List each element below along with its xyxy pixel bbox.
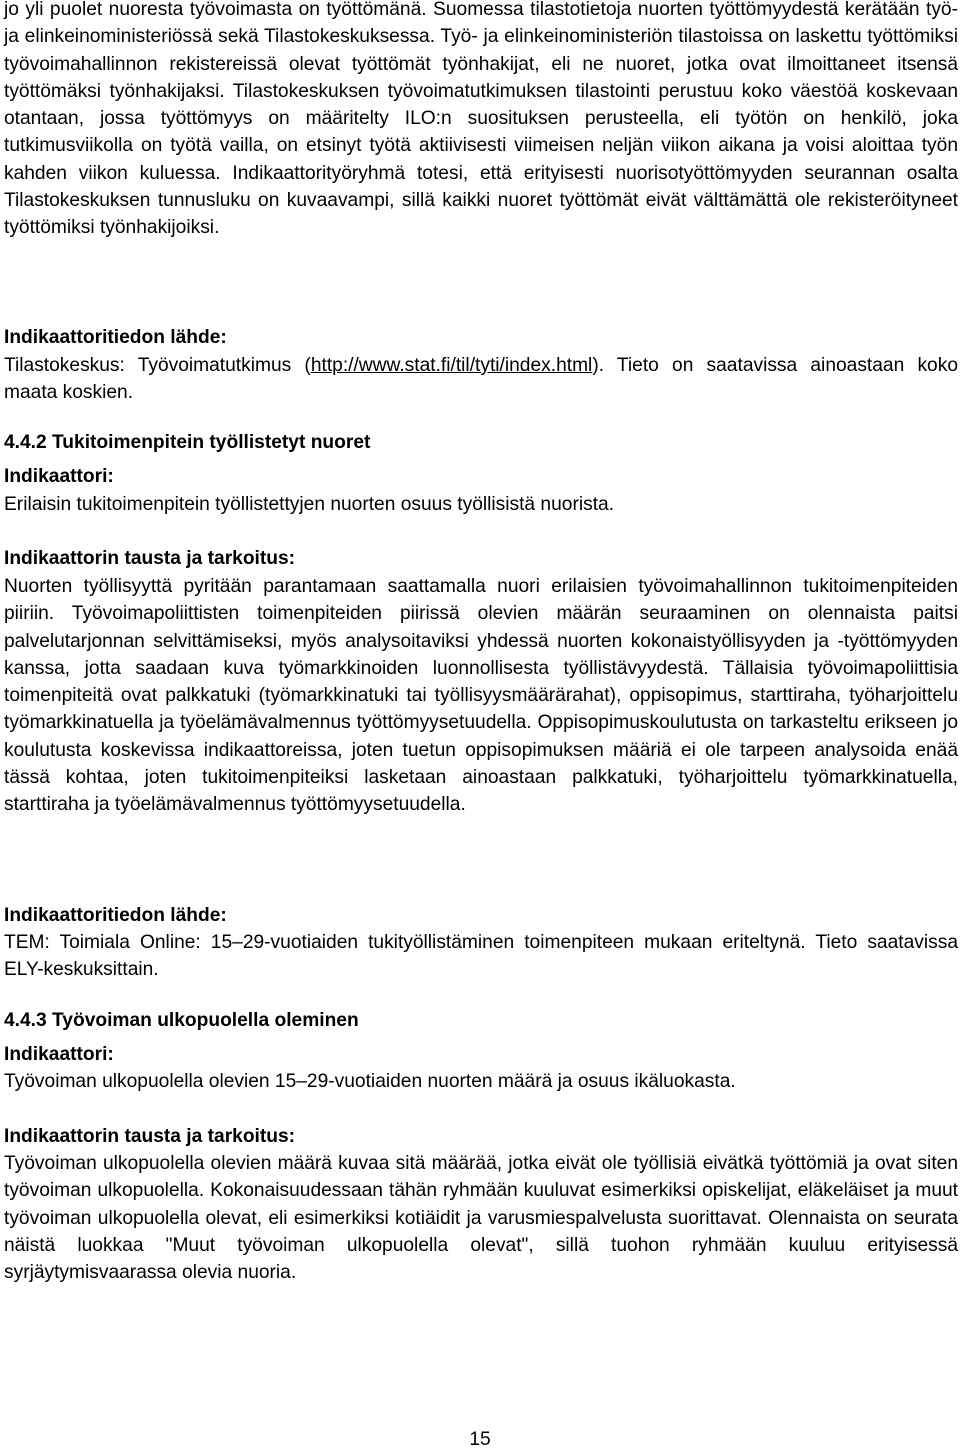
source-label-1: Indikaattoritiedon lähde: [4, 327, 227, 348]
indicator-text-442: Erilaisin tukitoimenpitein työllistettyjen nuorten osuus työllisistä nuorista. [4, 494, 615, 515]
section-heading-442: 4.4.2 Tukitoimenpitein työllistetyt nuoret [4, 432, 371, 453]
stat-fi-link[interactable]: http://www.stat.fi/til/tyti/index.html [310, 355, 593, 376]
source-label-442: Indikaattoritiedon lähde: [4, 905, 227, 926]
source-text-1-before: Tilastokeskus: Työvoimatutkimus ( [4, 355, 311, 376]
indicator-label-443: Indikaattori: [4, 1044, 114, 1065]
source-text-1-after: ). Tieto on saatavissa ainoastaan koko maata koskien. [4, 355, 958, 404]
background-label-442: Indikaattorin tausta ja tarkoitus: [4, 548, 296, 569]
page-number: 15 [469, 1429, 491, 1450]
source-text-1 [4, 352, 958, 407]
background-label-443: Indikaattorin tausta ja tarkoitus: [4, 1126, 296, 1147]
background-text-442: Nuorten työllisyyttä pyritään parantamaan saattamalla nuori erilaisien työvoimahallinnon tukitoimenpiteiden piiriin. Työvoimapoliittisten toimenpiteiden piirissä olevien määrän seuraaminen on olennaista paitsi palvelutarjonnan selvittämiseksi, myös analysoitaviksi yhdessä nuorten kokonaistyöllisyyden ja -työttömyyden kanssa, jotta saadaan kuva työmarkkinoiden luonnollisesta työllistävyydestä. Tällaisia työvoimapoliittisia toimenpiteitä ovat palkkatuki (työmarkkinatuki tai työllisyysmäärärahat), oppisopimus, starttiraha, työharjoittelu työmarkkinatuella ja työelämävalmennus työttömyysetuudella. Oppisopimuskoulutusta on tarkasteltu erikseen jo koulutusta koskevissa indikaattoreissa, joten tuetun oppisopimuksen määriä ei ole tarpeen analysoida enää tässä kohtaa, joten tukitoimenpiteiksi lasketaan ainoastaan palkkatuki, työharjoittelu työmarkkinatuella, starttiraha ja työelämävalmennus työttömyysetuudella. [4, 576, 958, 816]
indicator-label-442: Indikaattori: [4, 466, 114, 487]
intro-paragraph: jo yli puolet nuoresta työvoimasta on työttömänä. Suomessa tilastotietoja nuorten työttömyydestä kerätään työ- ja elinkeinoministeriössä sekä Tilastokeskuksessa. Työ- ja elinkeinoministeriön tilastoissa on laskettu työttömiksi työvoimahallinnon rekistereissä olevat työttömät työnhakijat, eli ne nuoret, jotka ovat ilmoittaneet itsensä työttömäksi työnhakijaksi. Tilastokeskuksen työvoimatutkimuksen tilastointi perustuu koko väestöä koskevaan otantaan, jossa työttömyys on määritelty ILO:n suosituksen perusteella, eli työtön on henkilö, joka tutkimusviikolla on työtä vailla, on etsinyt työtä aktiivisesti viimeisen neljän viikon aikana ja voisi aloittaa työn kahden viikon kuluessa. Indikaattorityöryhmä totesi, että erityisesti nuorisotyöttömyyden seurannan osalta Tilastokeskuksen tunnusluku on kuvaavampi, sillä kaikki nuoret työttömät eivät välttämättä ole rekisteröityneet työttömiksi työnhakijoiksi. [4, 0, 958, 239]
section-heading-443: 4.4.3 Työvoiman ulkopuolella oleminen [4, 1010, 359, 1031]
source-text-442: TEM: Toimiala Online: 15–29-vuotiaiden tukityöllistäminen toimenpiteen mukaan eriteltynä. Tieto saatavissa ELY-keskuksittain. [4, 932, 958, 981]
background-text-443: Työvoiman ulkopuolella olevien määrä kuvaa sitä määrää, jotka eivät ole työllisiä eivätkä työttömiä ja ovat siten työvoiman ulkopuolella. Kokonaisuudessaan tähän ryhmään kuuluvat esimerkiksi opiskelijat, eläkeläiset ja muut työvoiman ulkopuolella olevat, eli esimerkiksi kotiäidit ja varusmiespalvelusta suorittavat. Olennaista on seurata näistä luokkaa "Muut työvoiman ulkopuolella olevat", sillä tuohon ryhmään kuuluu erityisessä syrjäytymisvaarassa olevia nuoria. [4, 1153, 958, 1284]
indicator-text-443: Työvoiman ulkopuolella olevien 15–29-vuotiaiden nuorten määrä ja osuus ikäluokasta. [4, 1071, 736, 1092]
